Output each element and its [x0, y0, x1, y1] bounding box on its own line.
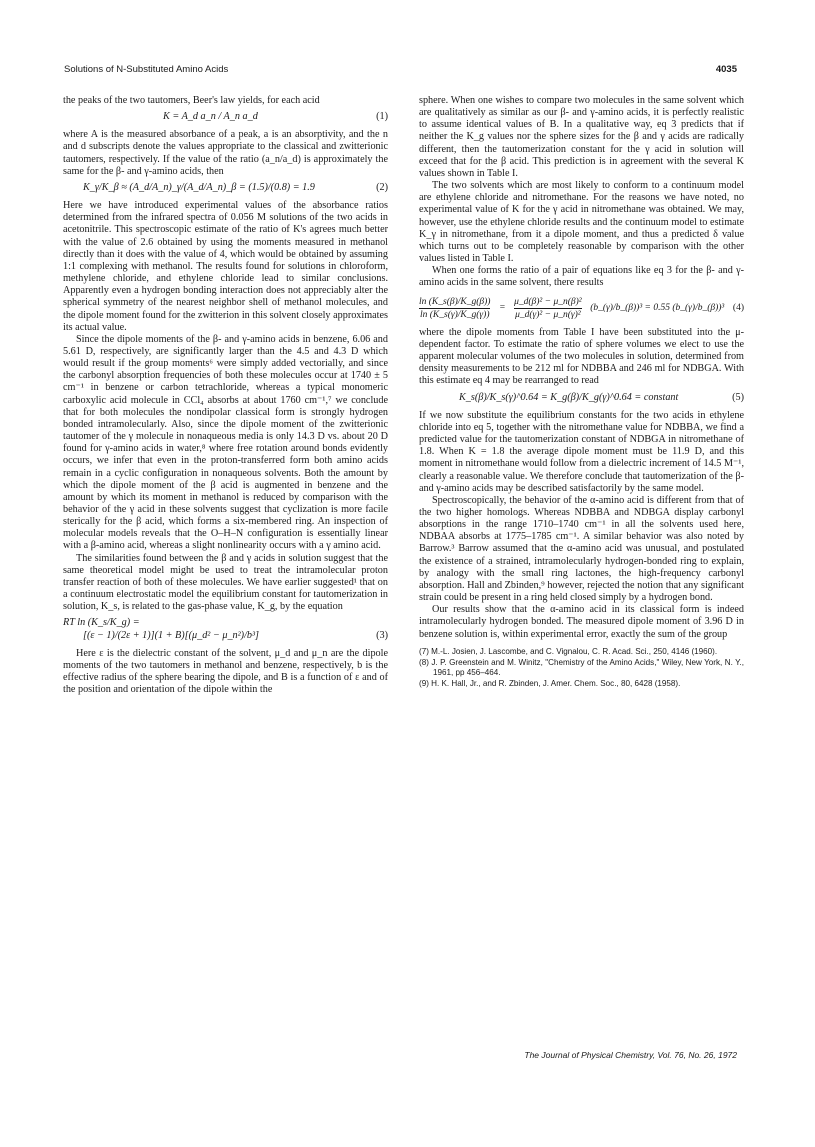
paragraph: Spectroscopically, the behavior of the α-amino acid is different from that of the two higher homologs. Whereas NDBBA and NDBGA display carbonyl absorptions in the range 1710–1740 cm⁻¹ in all the solvents used here, NDBAA absorbs at 1775–1785 cm⁻¹. A similar behavior was also noted by Barrow.³ Barrow assumed that the α-amino acid was unusual, and postulated the existence of a strained, intramolecularly hydrogen-bonded ring to explain, by analogy with the small ring lactones, the high-frequency carbonyl absorption. Hall and Zbinden,⁹ however, rejected the notion that any significant strain could be present in a ring held closed simply by a hydrogen bond.: [419, 494, 744, 604]
equation-number: (2): [376, 181, 388, 193]
equation-line: [(ε − 1)/(2ε + 1)](1 + B)[(μ_d² − μ_n²)/b³]: [83, 629, 260, 641]
equation-body: K_γ/K_β ≈ (A_d/A_n)_γ/(A_d/A_n)_β = (1.5)/(0.8) = 1.9: [83, 181, 315, 193]
reference-item: (7) M.-L. Josien, J. Lascombe, and C. Vignalou, C. R. Acad. Sci., 250, 4146 (1960).: [419, 646, 718, 656]
equation-body: K_s(β)/K_s(γ)^0.64 = K_g(β)/K_g(γ)^0.64 = constant: [459, 391, 679, 403]
journal-footer: The Journal of Physical Chemistry, Vol. 76, No. 26, 1972: [524, 1050, 737, 1060]
equation-3: [63, 617, 388, 641]
fraction-denominator: ln (K_s(γ)/K_g(γ)): [419, 309, 490, 320]
equation-fraction: [514, 296, 582, 321]
paragraph: sphere. When one wishes to compare two molecules in the same solvent which are qualitatively as similar as our β- and γ-amino acids, it is perfectly realistic to assume identical values of B. In a qualitative way, eq 3 predicts that if neither the K_g values nor the sphere sizes for the β and γ acids are radically different, then the tautomerization constant for the γ acid in solution will exceed that for the β acid. This prediction is in agreement with the several K values shown in Table I.: [419, 95, 744, 179]
equation-number: (3): [376, 629, 388, 641]
paragraph: where A is the measured absorbance of a peak, a is an absorptivity, and the n and d subscripts denote the values appropriate to the classical and zwitterionic tautomers, respectively. If the value of the ratio (a_n/a_d) is approximately the same for the β- and γ-amino acids, then: [63, 129, 388, 177]
equation-5: [419, 392, 744, 404]
paragraph: Here ε is the dielectric constant of the solvent, μ_d and μ_n are the dipole moments of the two tautomers in methanol and benzene, respectively, b is the effective radius of the sphere bearing the dipole, and B is a function of ε and of the position and orientation of the dipole within the: [63, 647, 388, 696]
paragraph: where the dipole moments from Table I have been substituted into the μ-dependent factor. To estimate the ratio of sphere volumes we elect to use the apparent molecular volumes of the two molecules in solution, determined from density measurements to be 212 ml for NDBBA and 246 ml for NDBGA. With this estimate eq 4 may be rearranged to read: [419, 326, 744, 387]
reference-item: (9) H. K. Hall, Jr., and R. Zbinden, J. Amer. Chem. Soc., 80, 6428 (1958).: [419, 678, 681, 688]
paragraph: the peaks of the two tautomers, Beer's law yields, for each acid: [63, 95, 320, 106]
paragraph: The similarities found between the β and γ acids in solution suggest that the same theoretical model might be used to treat the intramolecular proton transfer reaction of both of these molecules. We have earlier suggested¹ that on a continuum electrostatic model the equilibrium constant for tautomerization in solution, K_s, is related to the gas-phase value, K_g, by the equation: [63, 552, 388, 613]
paragraph: If we now substitute the equilibrium constants for the two acids in ethylene chloride into eq 5, together with the nitromethane value for NDBBA, we find a predicted value for the tautomerization constant of NDBGA in nitromethane of 1.8. When K = 1.8 the average dipole moment must be 11.9 D, and this moment in nitromethane would follow from a dielectric increment of 14.5 M⁻¹, clearly a reasonable value. We therefore conclude that tautomerization of the β- and γ-amino acids may be described satisfactorily by the same model.: [419, 409, 744, 494]
fraction-denominator: μ_d(γ)² − μ_n(γ)²: [515, 309, 581, 320]
equation-fraction: [419, 296, 490, 321]
equation-number: (1): [376, 111, 388, 123]
references: [419, 647, 744, 689]
equation-4: $\frac{\ln (K\_s(\beta)/K\_g(\beta))}{\ln (K\_s(\gamma)/K\_g(\gamma))}$ = $\frac{\text{μ\_d(β)² − μ\_n(β)²}}{\text{μ\_d(γ)² − μ\_n(γ)²}}$ (b_(γ)/b_(β))³ = 0.55 (b_(γ)/b_(β))³ (4): [419, 296, 744, 320]
fraction-numerator: μ_d(β)² − μ_n(β)²: [514, 296, 582, 309]
equation-1: [63, 111, 388, 123]
paragraph: The two solvents which are most likely to conform to a continuum model are ethylene chloride and nitromethane. For the reasons we have noted, no experimental value of K for the γ acid in nitromethane was obtained. We may, however, use the ethylene chloride results and the continuum model to estimate K_γ in nitromethane, from it a dipole moment, and thus a predicted δ value which turns out to be completely reasonable by comparison with the other values listed in Table I.: [419, 180, 744, 265]
paragraph: When one forms the ratio of a pair of equations like eq 3 for the β- and γ-amino acids in the same solvent, there results: [419, 265, 744, 289]
right-column: [419, 95, 744, 690]
paragraph: Since the dipole moments of the β- and γ-amino acids in benzene, 6.06 and 5.61 D, respectively, are significantly larger than the 4.5 and 4.3 D which would result if the group moments⁶ were simply added vectorially, and since the carbonyl absorption frequencies of both these molecules occur at 1740 ± 5 cm⁻¹ in benzene or carbon tetrachloride, whereas a typical monomeric carboxylic acid molecule in CCl₄ absorbs at about 1760 cm⁻¹,⁷ we conclude that for both molecules the nondipolar classical form is strongly hydrogen bonded intramolecularly. Also, since the dipole moment of the zwitterionic tautomer of the γ molecule in nonaqueous media is only 14.3 D vs. about 20 D found for γ-amino acids in water,⁸ where free rotation around bonds evidently occurs, we infer that even in the proton-transferred form both amino acids remain in a cyclic configuration in nonaqueous solvents. Both the amount by which the dipole moment of the β acid is augmented in benzene and the amount by which its moment in methanol is reduced by comparison with the behavior of the γ acid in these solvents suggest that cyclization is more facile sterically for the β acid, which forms a six-membered ring. An inspection of molecular models reveals that the O–H–N configuration is essentially linear with a β-amino acid, whereas a slight nonlinearity occurs with a γ amino acid.: [63, 333, 388, 552]
reference-item: (8) J. P. Greenstein and M. Winitz, "Chemistry of the Amino Acids," Wiley, New York, N. Y., 1961, pp 456–464.: [419, 657, 744, 677]
running-title: Solutions of N-Substituted Amino Acids: [64, 64, 229, 75]
equation-body: K = A_d a_n / A_n a_d: [163, 111, 258, 123]
fraction-numerator: ln (K_s(β)/K_g(β)): [419, 296, 490, 309]
paragraph: Our results show that the α-amino acid in its classical form is indeed intramolecularly hydrogen bonded. The measured dipole moment of 3.96 D in benzene solution is, within experimental error, exactly the sum of the group: [419, 604, 744, 640]
equation-line: RT ln (K_s/K_g) =: [63, 617, 140, 629]
equation-2: [63, 182, 388, 194]
equation-number: (5): [732, 391, 744, 403]
left-column: [63, 95, 388, 696]
paragraph: Here we have introduced experimental values of the absorbance ratios determined from the infrared spectra of 0.056 M solutions of the two acids in acetonitrile. This spectroscopic estimate of the ratio of K's agrees much better with the value of 2.6 obtained by using the moments measured in methanol directly than it does with the value of 4, which would be obtained by assuming 1:1 complexing with methanol. The results found for solutions in chloroform, methylene chloride, and ethylene chloride lead to similar conclusions. Apparently even a hydrogen bonding interaction does not appreciably alter the spherical symmetry of the nearest neighbor shell of methanol molecules, and the dipole moment found for the zwitterion in this solvent closely approximates its actual value.: [63, 200, 388, 333]
equation-number: (4): [732, 303, 744, 314]
equation-rhs: (b_(γ)/b_(β))³ = 0.55 (b_(γ)/b_(β))³: [590, 303, 725, 314]
page-number: 4035: [715, 64, 737, 75]
